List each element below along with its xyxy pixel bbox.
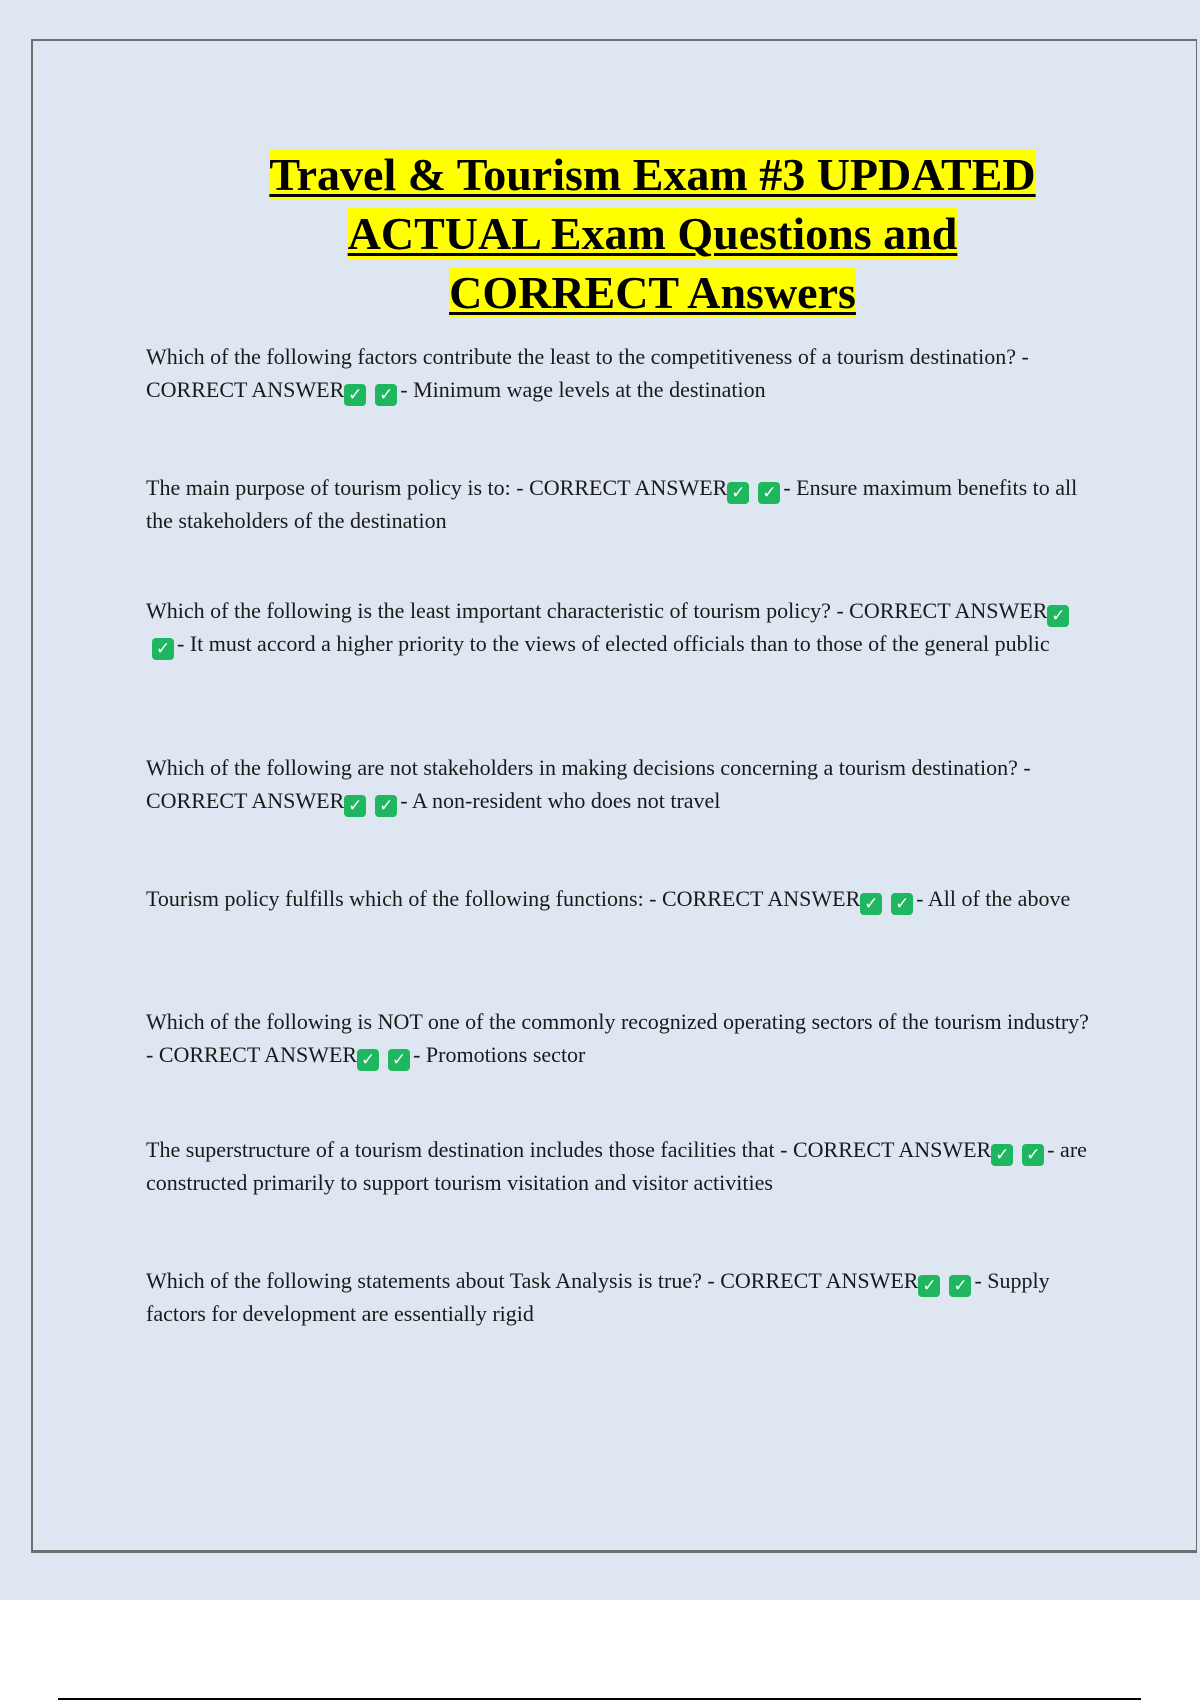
qa-item — [146, 1005, 1091, 1071]
check-mark-icon: ✓ — [1022, 1144, 1044, 1166]
qa-item — [146, 594, 1091, 660]
check-mark-icon: ✓ — [727, 482, 749, 504]
check-mark-icon: ✓ — [152, 638, 174, 660]
document-title — [146, 145, 1159, 322]
check-mark-icon: ✓ — [375, 384, 397, 406]
question-text: Which of the following is NOT one of the commonly recognized operating sectors of the tourism industry? - CORRECT ANSWER — [146, 1009, 1089, 1067]
qa-item — [146, 882, 1091, 915]
title-line-3: CORRECT Answers — [449, 267, 856, 318]
answer-text: - It must accord a higher priority to the views of elected officials than to those of the general public — [177, 631, 1050, 656]
check-mark-icon: ✓ — [918, 1275, 940, 1297]
check-mark-icon: ✓ — [891, 893, 913, 915]
answer-text: - All of the above — [916, 886, 1071, 911]
answer-text: - Ensure maximum benefits to all the stakeholders of the destination — [146, 475, 1078, 533]
question-text: Which of the following factors contribute the least to the competitiveness of a tourism destination? - CORRECT ANSWER — [146, 344, 1029, 402]
answer-text: - Minimum wage levels at the destination — [400, 377, 766, 402]
check-mark-icon: ✓ — [344, 384, 366, 406]
qa-item — [146, 471, 1091, 537]
question-text: The superstructure of a tourism destination includes those facilities that - CORRECT ANSWER — [146, 1137, 992, 1162]
check-mark-icon: ✓ — [991, 1144, 1013, 1166]
question-text: Tourism policy fulfills which of the following functions: - CORRECT ANSWER — [146, 886, 861, 911]
title-line-2: ACTUAL Exam Questions and — [347, 208, 958, 259]
answer-text: - Supply factors for development are essentially rigid — [146, 1268, 1050, 1326]
answer-text: - are constructed primarily to support tourism visitation and visitor activities — [146, 1137, 1087, 1195]
check-mark-icon: ✓ — [375, 795, 397, 817]
title-line-1: Travel & Tourism Exam #3 UPDATED — [269, 149, 1036, 200]
check-mark-icon: ✓ — [758, 482, 780, 504]
check-mark-icon: ✓ — [388, 1049, 410, 1071]
check-mark-icon: ✓ — [949, 1275, 971, 1297]
check-mark-icon: ✓ — [357, 1049, 379, 1071]
qa-item — [146, 340, 1091, 406]
check-mark-icon: ✓ — [860, 893, 882, 915]
question-text: The main purpose of tourism policy is to: - CORRECT ANSWER — [146, 475, 728, 500]
qa-item — [146, 751, 1091, 817]
answer-text: - A non-resident who does not travel — [400, 788, 721, 813]
question-text: Which of the following is the least important characteristic of tourism policy? - CORRECT ANSWER — [146, 598, 1048, 623]
check-mark-icon: ✓ — [344, 795, 366, 817]
question-text: Which of the following are not stakeholders in making decisions concerning a tourism destination? - CORRECT ANSWER — [146, 755, 1031, 813]
qa-item — [146, 1264, 1091, 1330]
check-mark-icon: ✓ — [1047, 605, 1069, 627]
qa-item — [146, 1133, 1091, 1199]
answer-text: - Promotions sector — [413, 1042, 586, 1067]
question-text: Which of the following statements about Task Analysis is true? - CORRECT ANSWER — [146, 1268, 919, 1293]
